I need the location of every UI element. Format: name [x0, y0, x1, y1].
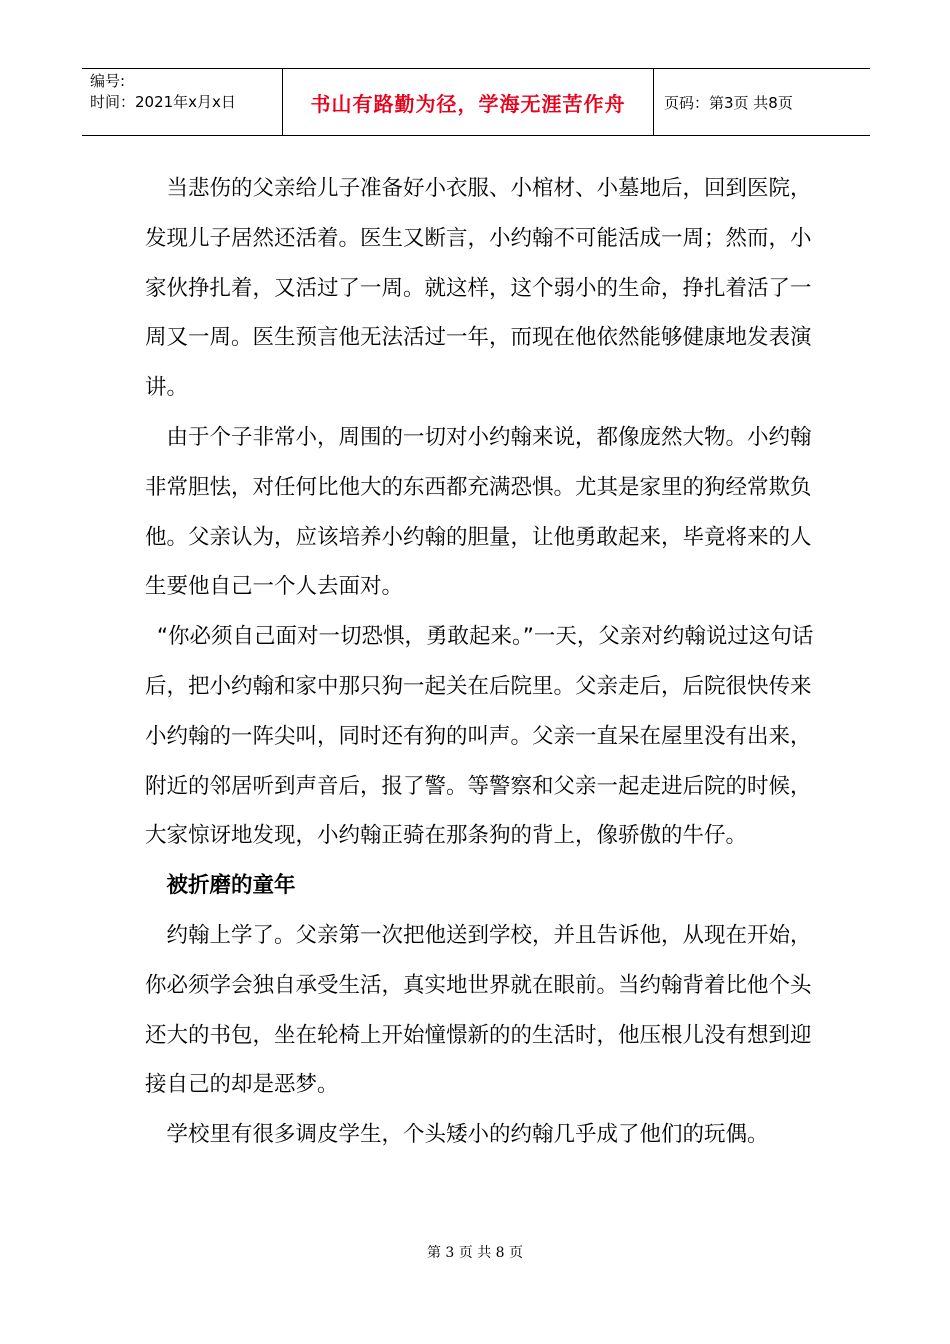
header-page-info: 页码：第3页 共8页 — [664, 93, 793, 112]
body-paragraph: “你必须自己面对一切恐惧，勇敢起来。”一天，父亲对约翰说过这句话后，把小约翰和家中那只狗一起关在后院里。父亲走后，后院很快传来小约翰的一阵尖叫，同时还有狗的叫声。父亲一直呆在屋里没有出来，附近的邻居听到声音后，报了警。等警察和父亲一起走进后院的时候，大家惊讶地发现，小约翰正骑在那条狗的背上，像骄傲的牛仔。 — [145, 624, 814, 849]
section-heading: 被折磨的童年 — [166, 873, 296, 899]
body-paragraph: 约翰上学了。父亲第一次把他送到学校，并且告诉他，从现在开始，你必须学会独自承受生活，真实地世界就在眼前。当约翰背着比他个头还大的书包，坐在轮椅上开始憧憬新的的生活时，他压根儿没有想到迎接自己的却是恶梦。 — [145, 922, 812, 1098]
document-number-label: 编号: — [90, 72, 126, 90]
body-paragraph: 学校里有很多调皮学生，个头矮小的约翰几乎成了他们的玩偶。 — [166, 1122, 769, 1148]
page-footer: 第 3 页 共 8 页 — [426, 1245, 524, 1261]
body-paragraph: 当悲伤的父亲给儿子准备好小衣服、小棺材、小墓地后，回到医院，发现儿子居然还活着。医生又断言，小约翰不可能活成一周；然而，小家伙挣扎着，又活过了一周。就这样，这个弱小的生命，挣扎着活了一周又一周。医生预言他无法活过一年，而现在他依然能够健康地发表演讲。 — [145, 176, 812, 401]
header-meta — [82, 69, 282, 135]
document-date-label: 时间：2021年x月x日 — [90, 93, 236, 111]
document-body — [145, 164, 820, 1160]
page-header — [82, 68, 870, 136]
body-paragraph: 由于个子非常小，周围的一切对小约翰来说，都像庞然大物。小约翰非常胆怯，对任何比他大的东西都充满恐惧。尤其是家里的狗经常欺负他。父亲认为，应该培养小约翰的胆量，让他勇敢起来，毕竟将来的人生要他自己一个人去面对。 — [145, 424, 812, 600]
header-motto: 书山有路勤为径，学海无涯苦作舟 — [282, 69, 654, 135]
